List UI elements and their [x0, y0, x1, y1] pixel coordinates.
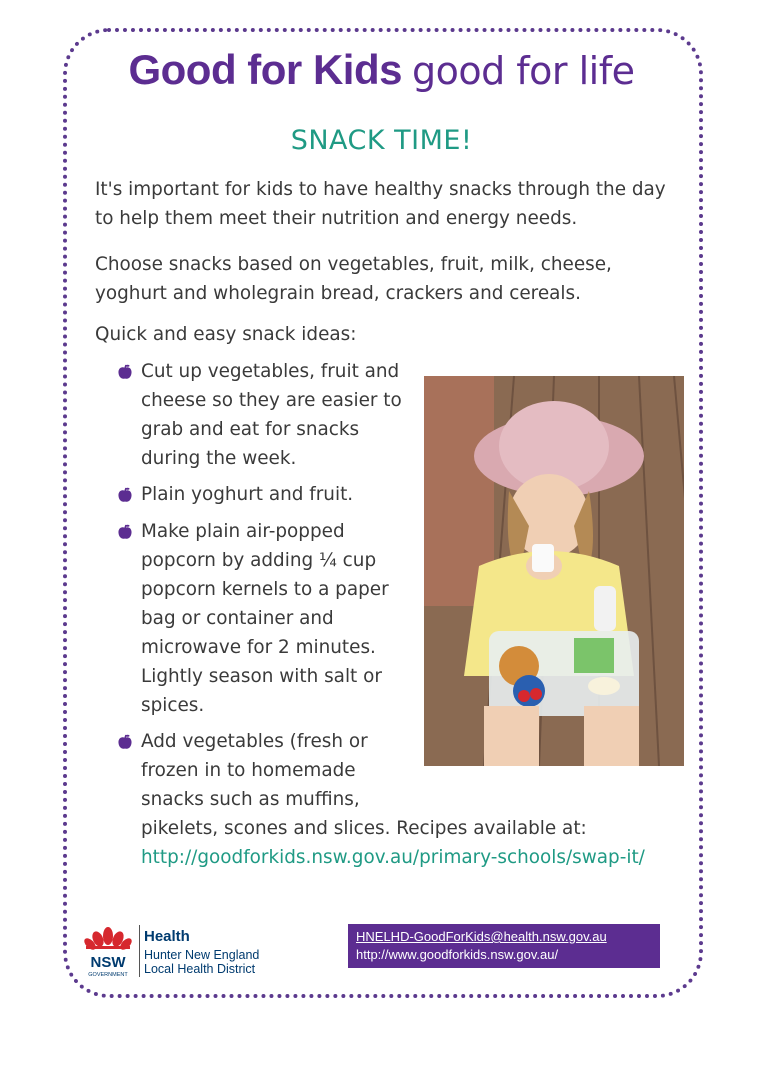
choose-snacks-paragraph: Choose snacks based on vegetables, fruit, milk, cheese, yoghurt and wholegrain bread, crackers and cereals.	[95, 254, 612, 304]
photo-illustration	[424, 376, 684, 766]
list-item-text: Plain yoghurt and fruit.	[141, 484, 354, 505]
list-item	[141, 480, 416, 509]
nsw-health-logo	[82, 922, 282, 982]
district-label-line2: Local Health District	[144, 962, 256, 976]
child-eating-snack-photo	[424, 376, 684, 766]
apple-bullet-icon	[117, 487, 133, 503]
brand-light-text: good for life	[411, 49, 635, 93]
government-wordmark: GOVERNMENT	[88, 972, 128, 978]
snack-ideas-heading: Quick and easy snack ideas:	[95, 324, 357, 345]
list-item-text: Cut up vegetables, fruit and cheese so they are easier to grab and eat for snacks during the week.	[141, 361, 402, 469]
district-label-line1: Hunter New England	[144, 948, 260, 962]
apple-bullet-icon	[117, 364, 133, 380]
intro-paragraph: It's important for kids to have healthy snacks through the day to help them meet their nutrition and energy needs.	[95, 179, 666, 229]
contact-box	[348, 924, 660, 968]
apple-bullet-icon	[117, 524, 133, 540]
website-link[interactable]: http://www.goodforkids.nsw.gov.au/	[356, 947, 559, 962]
list-item-text-line: snacks such as muffins,	[141, 789, 360, 810]
page-title: SNACK TIME!	[290, 125, 473, 156]
email-link[interactable]: HNELHD-GoodForKids@health.nsw.gov.au	[356, 929, 607, 944]
list-item-text: Make plain air-popped popcorn by adding ¼ cup popcorn kernels to a paper bag or container and microwave for 2 minutes. Lightly season with salt or spices.	[141, 521, 389, 716]
list-item	[141, 517, 416, 720]
list-item-text-line: Add vegetables (fresh or	[141, 731, 368, 752]
logo-divider	[139, 925, 140, 977]
brand-bold-text: Good for Kids	[128, 46, 402, 93]
health-label: Health	[144, 928, 190, 945]
brand-heading	[0, 46, 763, 94]
list-item-text-line: frozen in to homemade	[141, 760, 356, 781]
apple-bullet-icon	[117, 734, 133, 750]
nsw-wordmark: NSW	[90, 954, 126, 971]
recipes-link[interactable]: http://goodforkids.nsw.gov.au/primary-schools/swap-it/	[141, 847, 645, 868]
list-item-text-line: pikelets, scones and slices. Recipes available at:	[141, 818, 587, 839]
list-item	[141, 357, 416, 473]
waratah-icon	[82, 922, 134, 978]
